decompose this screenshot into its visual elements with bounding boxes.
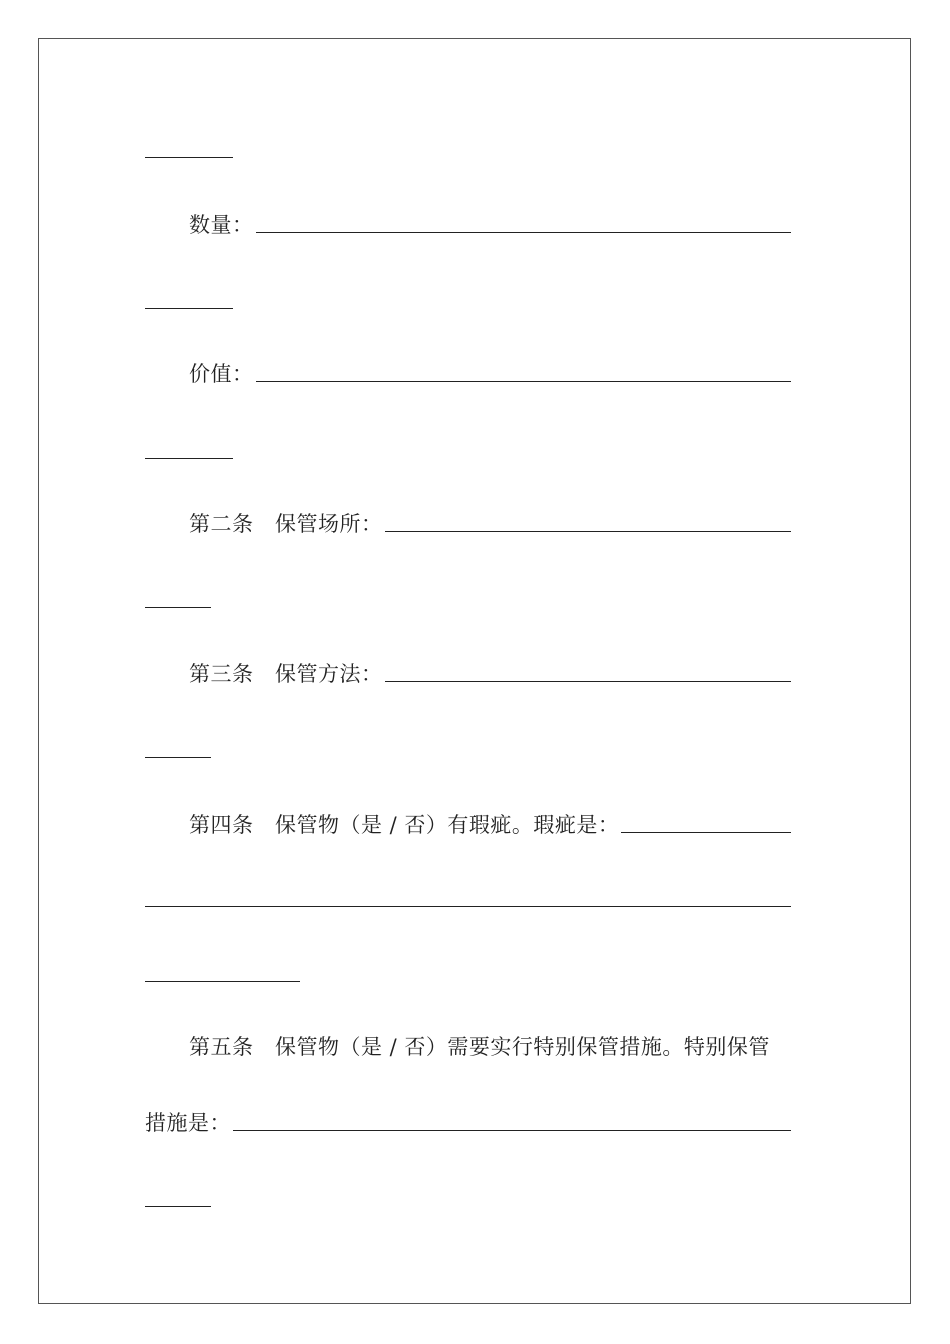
quantity-blank[interactable] (256, 231, 792, 233)
article-4-label: 第四条 保管物（是 / 否）有瑕疵。瑕疵是： (189, 813, 620, 837)
article-5 (189, 1030, 791, 1060)
article-4 (189, 808, 791, 838)
special-measures-blank[interactable] (233, 1129, 791, 1131)
quantity-label: 数量： (189, 213, 254, 237)
article-5-continuation (145, 1106, 791, 1136)
value-field (189, 357, 791, 387)
defect-blank[interactable] (621, 831, 791, 833)
storage-method-blank-continuation[interactable] (145, 757, 211, 758)
value-blank[interactable] (256, 380, 792, 382)
storage-place-blank[interactable] (385, 530, 792, 532)
quantity-field (189, 208, 791, 238)
article-5-continuation-label: 措施是： (145, 1111, 231, 1135)
storage-method-blank[interactable] (385, 680, 792, 682)
special-measures-blank-continuation[interactable] (145, 1206, 211, 1207)
article-5-label: 第五条 保管物（是 / 否）需要实行特别保管措施。特别保管 (189, 1035, 770, 1059)
defect-blank-line-3[interactable] (145, 981, 300, 982)
article-3-label: 第三条 保管方法： (189, 662, 383, 686)
article-2-label: 第二条 保管场所： (189, 512, 383, 536)
blank-line-continuation[interactable] (145, 157, 233, 158)
value-blank-continuation[interactable] (145, 458, 233, 459)
article-3 (189, 657, 791, 687)
quantity-blank-continuation[interactable] (145, 308, 233, 309)
article-2 (189, 507, 791, 537)
value-label: 价值： (189, 362, 254, 386)
storage-place-blank-continuation[interactable] (145, 607, 211, 608)
defect-blank-line-2[interactable] (145, 906, 791, 907)
